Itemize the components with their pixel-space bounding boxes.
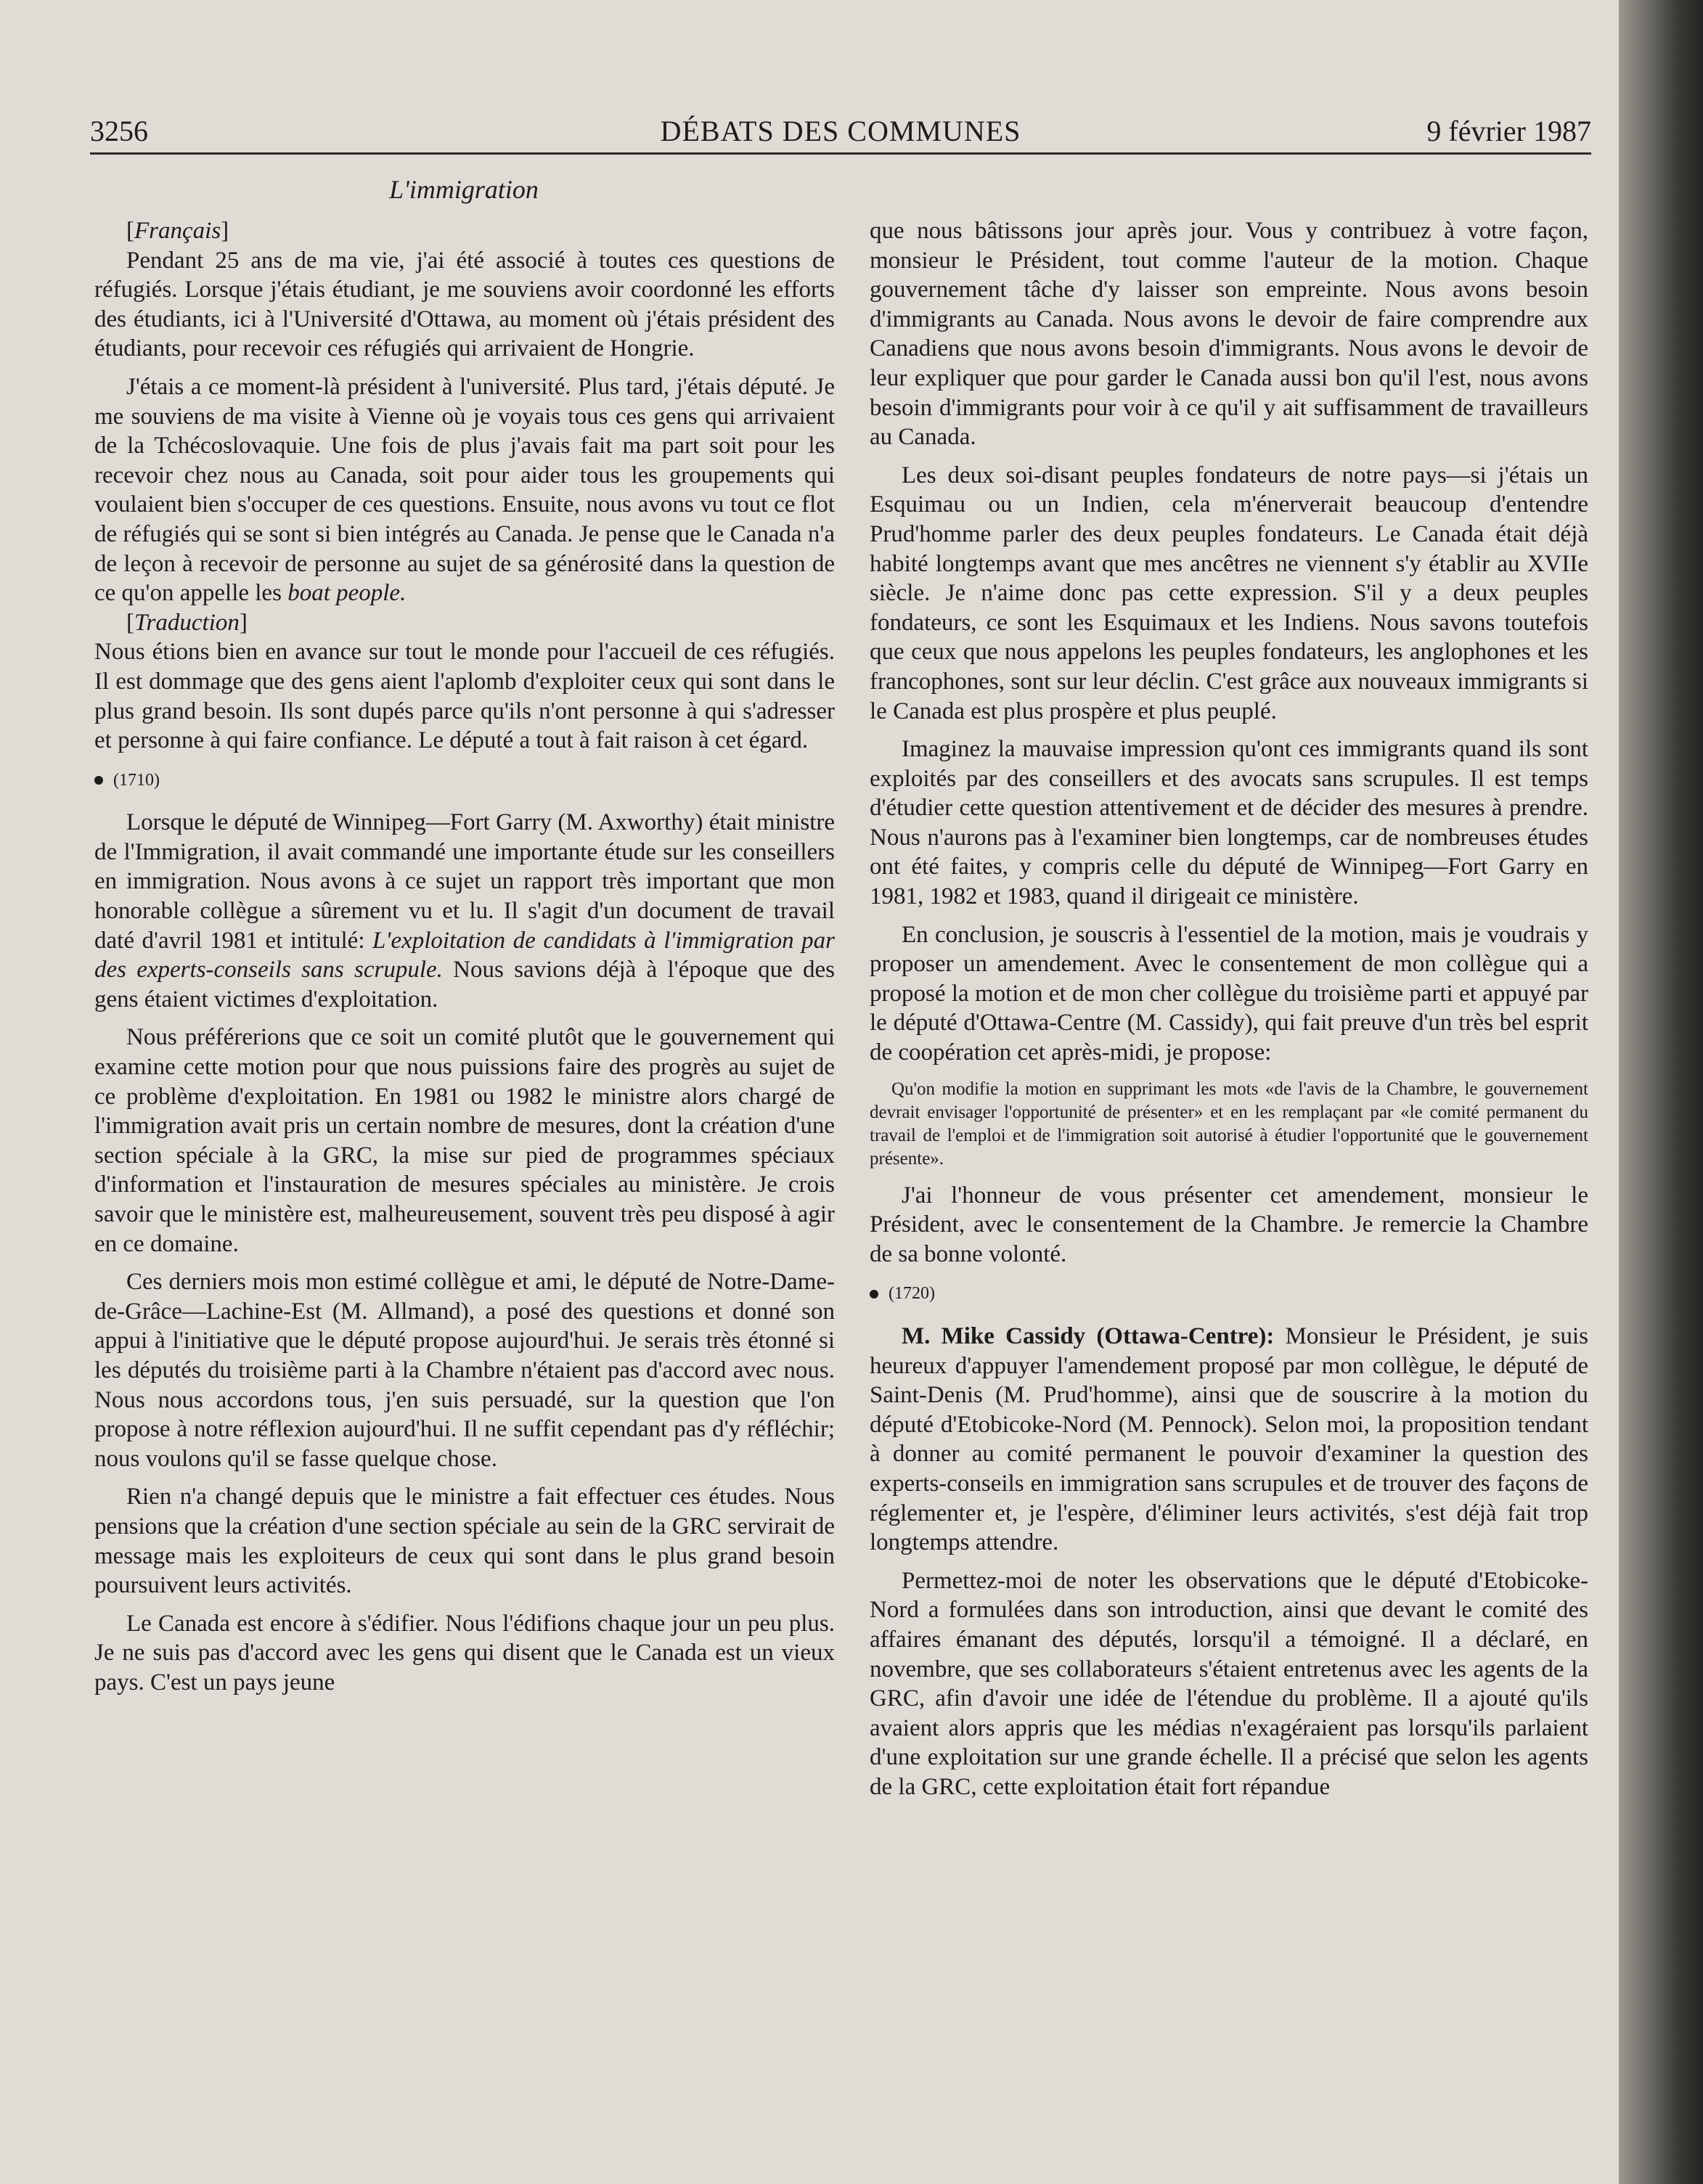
paragraph: Les deux soi-disant peuples fondateurs de notre pays—si j'étais un Esquimau ou un Indien, cela m'énerverait beaucoup d'entendre Prud'homme parler des deux peuples fondateurs. Le Canada était déjà habité longtemps avant que mes ancêtres ne viennent s'y établir au XVIIe siècle. Je n'aime donc pas cette expression. S'il y a deux peuples fondateurs, ce sont les Esquimaux et les Indiens. Nous savons toutefois que ceux que nous appelons les peuples fondateurs, les anglophones et les francophones, sont sur leur déclin. C'est grâce aux nouveaux immigrants si le Canada est plus prospère et plus peuplé. — [870, 462, 1588, 724]
paragraph: Ces derniers mois mon estimé collègue et ami, le député de Notre-Dame-de-Grâce—Lachine-Est (M. Allmand), a posé des questions et donné son appui à l'initiative que le député propose aujourd'hui. Je serais très étonné si les députés du troisième parti à la Chambre n'étaient pas d'accord avec nous. Nous nous accordons tous, j'en suis persuadé, sur la question que l'on propose à notre réflexion aujourd'hui. Il ne suffit cependant pas d'y réfléchir; nous voulons qu'il se fasse quelque chose. — [94, 1269, 835, 1472]
bullet-icon — [94, 776, 103, 785]
publication-date: 9 février 1987 — [1426, 115, 1591, 147]
paragraph: Permettez-moi de noter les observations que le député d'Etobicoke-Nord a formulées dans son introduction, ainsi que devant le comité des affaires émanant des députés, lorsqu'il a témoigné. Il a déclaré, en novembre, que ses collaborateurs s'étaient entretenus avec les agents de la GRC, afin d'avoir une idée de l'étendue du problème. Il a ajouté qu'ils avaient alors appris que les médias n'exagéraient pas lorsqu'ils parlaient d'une exploitation sur une grande échelle. Il a précisé que selon les agents de la GRC, cette exploitation était fort répandue — [870, 1567, 1588, 1800]
right-column — [870, 216, 1588, 1802]
language-tag-traduction: [Traduction] — [126, 609, 248, 636]
paragraph: Nous préférerions que ce soit un comité plutôt que le gouvernement qui examine cette motion pour que nous puissions faire des progrès au sujet de ce problème d'exploitation. En 1981 ou 1982 le ministre alors chargé de l'immigration avait pris un certain nombre de mesures, dont la création d'une section spéciale à la GRC, la mise sur pied de programmes spéciaux d'information et l'instauration de mesures spéciales au ministère. Je crois savoir que le ministère est, malheureusement, souvent très peu disposé à agir en ce domaine. — [94, 1024, 835, 1257]
publication-title: DÉBATS DES COMMUNES — [660, 115, 1021, 147]
paragraph: M. Mike Cassidy (Ottawa-Centre): Monsieur le Président, je suis heureux d'appuyer l'amendement proposé par mon collègue, le député de Saint-Denis (M. Prud'homme), ainsi que de souscrire à la motion du député d'Etobicoke-Nord (M. Pennock). Selon moi, la proposition tendant à donner au comité permanent le pouvoir d'examiner la question des experts-conseils en immigration sans scrupules et de trouver des façons de réglementer et, je l'espère, d'éliminer leurs activités, s'est déjà fait trop longtemps attendre. — [870, 1323, 1588, 1556]
timestamp: (1720) — [889, 1284, 935, 1304]
timestamp-marker — [870, 1279, 1588, 1309]
book-spine-shadow — [1619, 0, 1703, 2184]
paragraph: En conclusion, je souscris à l'essentiel de la motion, mais je voudrais y proposer un amendement. Avec le consentement de mon collègue qui a proposé la motion et de mon cher collègue du troisième parti et appuyé par le député d'Ottawa-Centre (M. Cassidy), qui fait preuve d'un très bel esprit de coopération cet après-midi, je propose: — [870, 921, 1588, 1066]
amendment-text — [870, 1078, 1588, 1171]
timestamp: (1710) — [113, 770, 160, 790]
left-column — [94, 216, 835, 1698]
paragraph: J'ai l'honneur de vous présenter cet amendement, monsieur le Président, avec le consentement de la Chambre. Je remercie la Chambre de sa bonne volonté. — [870, 1182, 1588, 1267]
language-tag-francais: [Français] — [126, 218, 229, 244]
paragraph: Imaginez la mauvaise impression qu'ont ces immigrants quand ils sont exploités par des conseillers et des avocats sans scrupules. Il est temps d'étudier cette question attentivement et de décider des mesures à prendre. Nous n'aurons pas à l'examiner bien longtemps, car de nombreuses études ont été faites, y compris celle du député de Winnipeg—Fort Garry en 1981, 1982 et 1983, quand il dirigeait ce ministère. — [870, 736, 1588, 910]
paragraph: Pendant 25 ans de ma vie, j'ai été associé à toutes ces questions de réfugiés. Lorsque j'étais étudiant, je me souviens avoir coordonné les efforts des étudiants, ici à l'Université d'Ottawa, au moment où j'étais président des étudiants, pour recevoir ces réfugiés qui arrivaient de Hongrie. — [94, 247, 835, 362]
paragraph: Lorsque le député de Winnipeg—Fort Garry (M. Axworthy) était ministre de l'Immigration, il avait commandé une importante étude sur les conseillers en immigration. Nous avons à ce sujet un rapport très important que mon honorable collègue a sûrement vu et lu. Il s'agit d'un document de travail daté d'avril 1981 et intitulé: L'exploitation de candidats à l'immigration par des experts-conseils sans scrupule. Nous savions déjà à l'époque que des gens étaient victimes d'exploitation. — [94, 809, 835, 1013]
paragraph: Rien n'a changé depuis que le ministre a fait effectuer ces études. Nous pensions que la création d'une section spéciale au sein de la GRC servirait de message mais les exploiteurs de ceux qui sont dans le plus grand besoin poursuivent leurs activités. — [94, 1484, 835, 1599]
paragraph: J'étais a ce moment-là président à l'université. Plus tard, j'étais député. Je me souviens de ma visite à Vienne où je voyais tous ces gens qui arrivaient de la Tchécoslovaquie. Une fois de plus j'avais fait ma part soit pour les recevoir chez nous au Canada, soit pour aider tous les groupements qui voulaient bien s'occuper de ces questions. Ensuite, nous avons vu tout ce flot de réfugiés qui se sont si bien intégrés au Canada. Je pense que le Canada n'a de leçon à recevoir de personne au sujet de sa générosité dans la question de ce qu'on appelle les boat people. — [94, 373, 835, 607]
page-number: 3256 — [90, 115, 148, 147]
paragraph: Nous étions bien en avance sur tout le monde pour l'accueil de ces réfugiés. Il est dommage que des gens aient l'aplomb d'exploiter ceux qui sont dans le plus grand besoin. Ils sont dupés parce qu'ils n'ont personne à qui s'adresser et personne à qui faire confiance. Le député a tout à fait raison à cet égard. — [94, 639, 835, 754]
amendment-paragraph: Qu'on modifie la motion en supprimant les mots «de l'avis de la Chambre, le gouvernement devrait envisager l'opportunité de présenter» et en les remplaçant par «le comité permanent du travail de l'emploi et de l'immigration soit autorisé à étudier l'opportunité que le gouvernement présente». — [870, 1079, 1588, 1169]
paragraph: que nous bâtissons jour après jour. Vous y contribuez à votre façon, monsieur le Président, tout comme l'auteur de la motion. Chaque gouvernement tâche d'y laisser son empreinte. Nous avons besoin d'immigrants au Canada. Nous avons le devoir de faire comprendre aux Canadiens que nous avons besoin d'immigrants. Nous avons le devoir de leur expliquer que pour garder le Canada aussi bon qu'il l'est, nous avons besoin d'immigrants pour voir à ce qu'il y ait suffisamment de travailleurs au Canada. — [870, 218, 1588, 451]
section-title: L'immigration — [389, 175, 539, 204]
timestamp-marker — [94, 766, 835, 796]
page-header — [90, 109, 1591, 155]
bullet-icon — [870, 1290, 878, 1298]
speaker-name: M. Mike Cassidy (Ottawa-Centre): — [902, 1323, 1275, 1349]
paragraph: Le Canada est encore à s'édifier. Nous l'édifions chaque jour un peu plus. Je ne suis pas d'accord avec les gens qui disent que le Canada est un vieux pays. C'est un pays jeune — [94, 1610, 835, 1696]
